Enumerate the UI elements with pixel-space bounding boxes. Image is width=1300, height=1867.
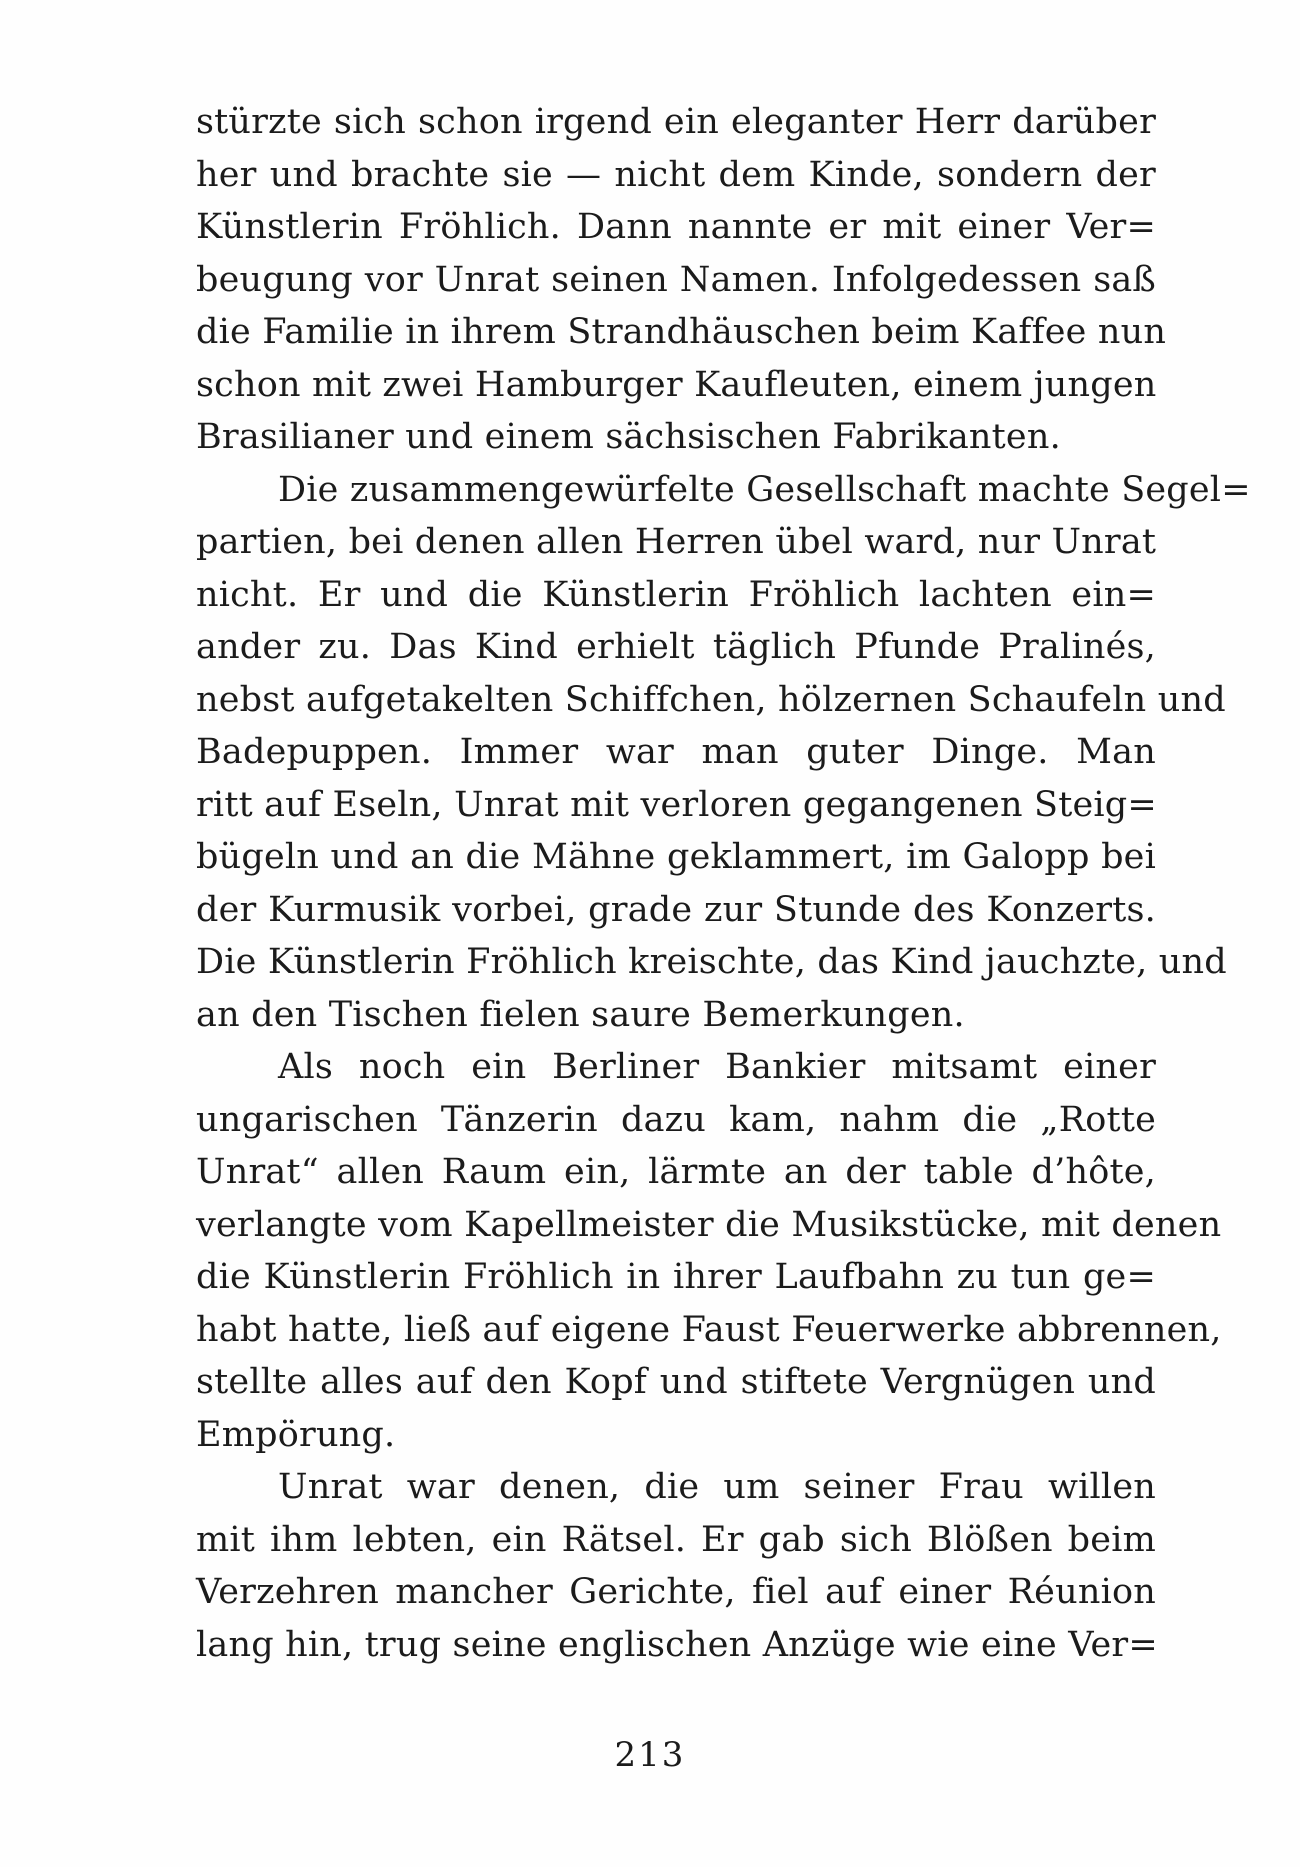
text-line: Brasilianer und einem sächsischen Fabrikanten. [196,417,1061,457]
text-line: habt hatte, ließ auf eigene Faust Feuerwerke abbrennen, [196,1309,1222,1350]
text-line: Künstlerin Fröhlich. Dann nannte er mit einer Ver= [196,207,1156,247]
text-line: partien, bei denen allen Herren übel ward, nur Unrat [196,522,1157,562]
text-line: ander zu. Das Kind erhielt täglich Pfunde Pralinés, [196,627,1156,667]
page-number: 213 [614,1735,686,1775]
text-line: Unrat“ allen Raum ein, lärmte an der table d’hôte, [196,1152,1156,1192]
text-line: ritt auf Eseln, Unrat mit verloren gegangenen Steig= [196,784,1157,825]
text-line: nicht. Er und die Künstlerin Fröhlich lachten ein= [196,574,1156,615]
text-line: die Familie in ihrem Strandhäuschen beim Kaffee nun [196,312,1167,352]
text-line: verlangte vom Kapellmeister die Musikstücke, mit denen [196,1204,1222,1245]
text-line: mit ihm lebten, ein Rätsel. Er gab sich Blößen beim [196,1519,1156,1560]
text-line: nebst aufgetakelten Schiffchen, hölzernen Schaufeln und [196,679,1226,720]
text-line: stellte alles auf den Kopf und stiftete Vergnügen und [196,1362,1156,1402]
paragraph-start-line: Als noch ein Berliner Bankier mitsamt einer [278,1047,1156,1087]
text-line: ungarischen Tänzerin dazu kam, nahm die „Rotte [196,1099,1156,1140]
text-line: Die Künstlerin Fröhlich kreischte, das Kind jauchzte, und [196,942,1227,982]
text-line: lang hin, trug seine englischen Anzüge wie eine Ver= [196,1624,1158,1665]
text-line: der Kurmusik vorbei, grade zur Stunde des Konzerts. [196,889,1156,930]
text-line: her und brachte sie — nicht dem Kinde, sondern der [196,154,1156,195]
text-line: die Künstlerin Fröhlich in ihrer Laufbahn zu tun ge= [196,1257,1156,1297]
text-line: Badepuppen. Immer war man guter Dinge. Man [196,732,1156,772]
text-line: stürzte sich schon irgend ein eleganter Herr darüber [196,102,1156,142]
text-line: Verzehren mancher Gerichte, fiel auf einer Réunion [196,1572,1156,1612]
paragraph-start-line: Die zusammengewürfelte Gesellschaft machte Segel= [278,469,1251,510]
text-line: an den Tischen fielen saure Bemerkungen. [196,994,965,1035]
text-line: bügeln und an die Mähne geklammert, im Galopp bei [196,837,1156,877]
text-line: Empörung. [196,1414,396,1455]
text-line: beugung vor Unrat seinen Namen. Infolgedessen saß [196,259,1156,300]
text-line: schon mit zwei Hamburger Kaufleuten, einem jungen [196,364,1157,405]
paragraph-start-line: Unrat war denen, die um seiner Frau willen [278,1467,1156,1507]
body-text [196,96,1251,1671]
